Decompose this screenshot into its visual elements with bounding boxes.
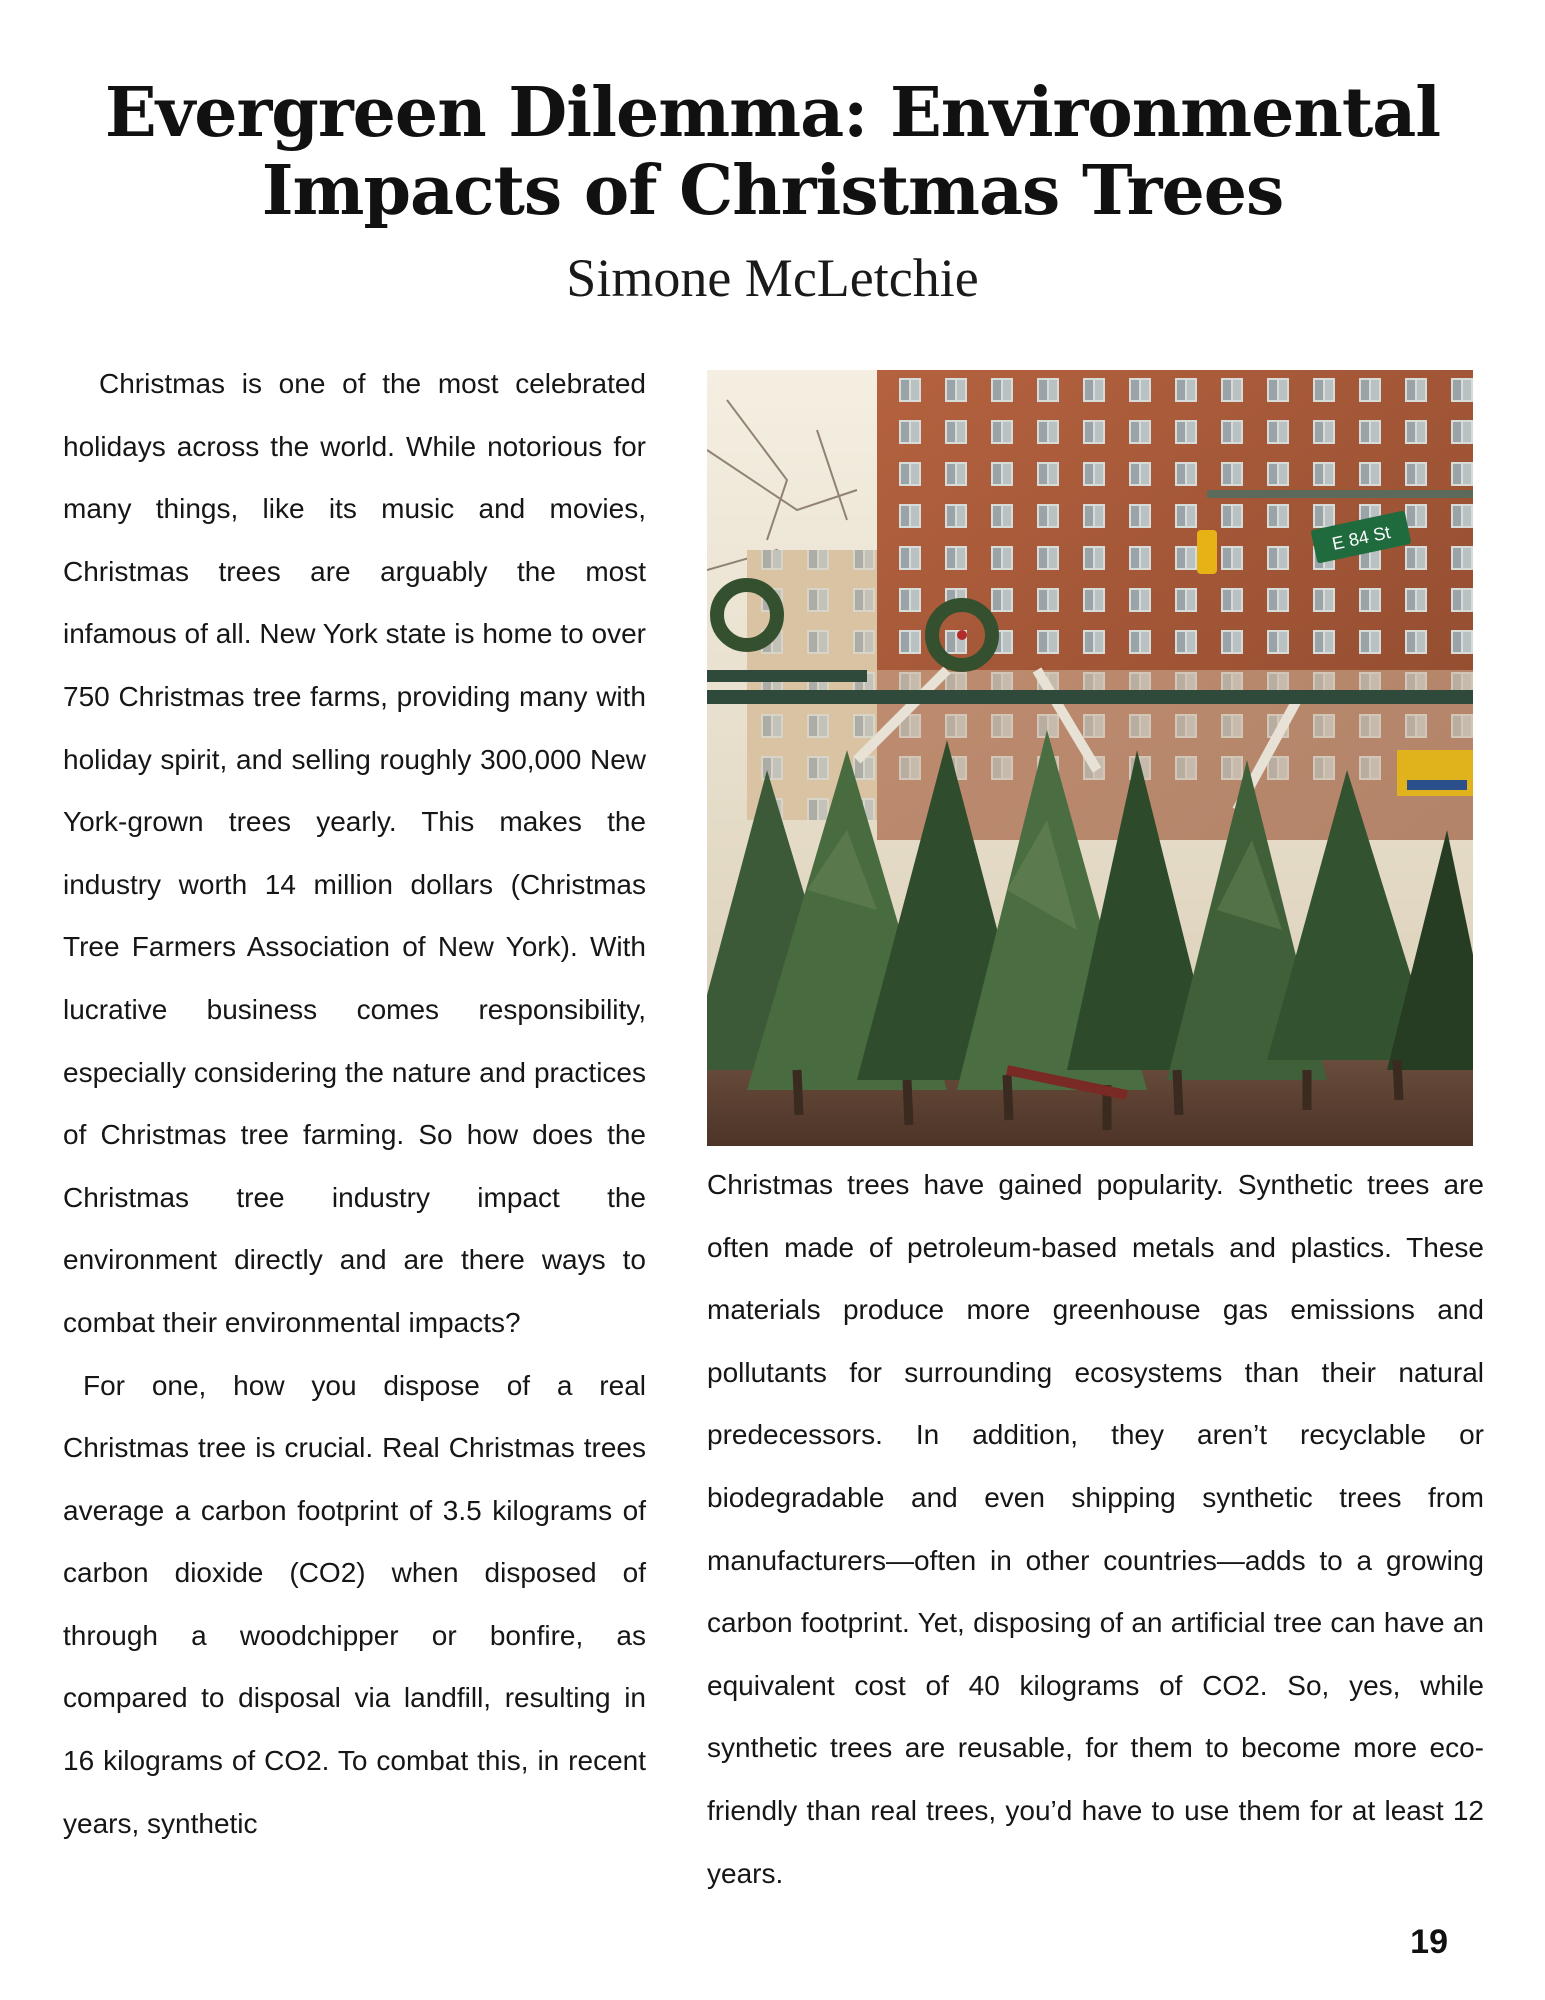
paragraph-2: For one, how you dispose of a real Christmas tree is crucial. Real Christmas trees average a carbon footprint of 3.5 kilograms of carbon dioxide (CO2) when disposed of through a woodchipper or bonfire, as compared to disposal via landfill, resulting in 16 kilograms of CO2. To combat this, in recent years, synthetic	[63, 1369, 646, 1839]
christmas-tree-lot-photo	[707, 370, 1473, 1146]
street-sign-text: E 84 St	[1330, 522, 1393, 554]
page-number: 19	[1410, 1923, 1448, 1961]
right-text-column	[707, 1154, 1484, 1905]
article-title-line-2: Impacts of Christmas Trees	[261, 151, 1284, 231]
article-title-line-1: Evergreen Dilemma: Environmental	[104, 73, 1441, 153]
paragraph-2-continued: Christmas trees have gained popularity. Synthetic trees are often made of petroleum-based metals and plastics. These materials produce more greenhouse gas emissions and pollutants for surrounding ecosystems than their natural predecessors. In addition, they aren’t recyclable or biodegradable and even shipping synthetic trees from manufacturers—often in other countries—adds to a growing carbon footprint. Yet, disposing of an artificial tree can have an equivalent cost of 40 kilograms of CO2. So, yes, while synthetic trees are reusable, for them to become more eco-friendly than real trees, you’d have to use them for at least 12 years.	[707, 1169, 1484, 1889]
article-title	[0, 74, 1545, 230]
left-text-column	[63, 353, 646, 1855]
article-author: Simone McLetchie	[566, 248, 979, 308]
paragraph-1: Christmas is one of the most celebrated holidays across the world. While notorious for many things, like its music and movies, Christmas trees are arguably the most infamous of all. New York state is home to over 750 Christmas tree farms, providing many with holiday spirit, and selling roughly 300,000 New York-grown trees yearly. This makes the industry worth 14 million dollars (Christmas Tree Farmers Association of New York). With lucrative business comes responsibility, especially considering the nature and practices of Christmas tree farming. So how does the Christmas tree industry impact the environment directly and are there ways to combat their environmental impacts?	[63, 368, 646, 1338]
